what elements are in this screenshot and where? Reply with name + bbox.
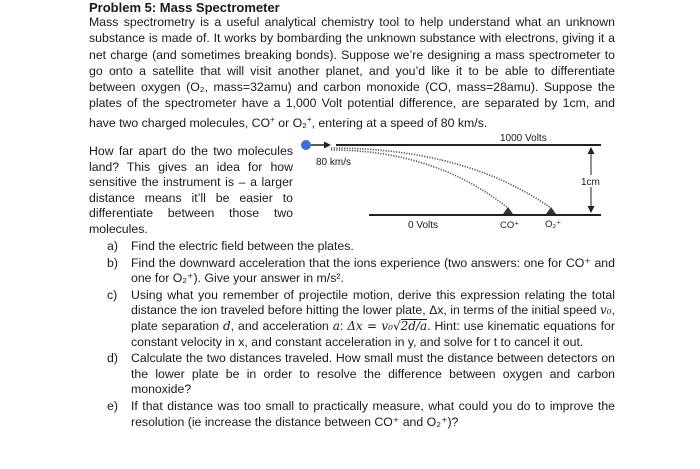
plus-superscript: + [270, 114, 275, 124]
problem-question-text: How far apart do the two molecules land? This gives an idea for how sensitive the instrument is – a larger distance means it’ll be easier to differentiate between those two molecules. [89, 144, 293, 236]
problem-title: Problem 5: Mass Spectrometer [89, 0, 280, 15]
ion-icon [301, 140, 311, 150]
o2-label: O₂⁺ [545, 219, 562, 230]
o2-trajectory [331, 148, 551, 208]
question-label: d) [107, 351, 118, 366]
co-detector-icon [503, 207, 513, 214]
gap-arrow-down-icon [588, 206, 595, 213]
intro-text-or: or O₂ [274, 115, 307, 130]
co-trajectory [331, 150, 508, 208]
question-b [107, 256, 615, 287]
speed-label: 80 km/s [316, 157, 352, 168]
question-label: e) [107, 398, 118, 413]
plus-superscript: + [306, 114, 312, 124]
gap-arrow-up-icon [588, 147, 595, 154]
gap-label: 1cm [581, 177, 600, 188]
formula-root: 2d/a [400, 318, 428, 333]
intro-text-speed: , entering at a speed of 80 km/s. [311, 115, 488, 130]
formula-lhs: Δx = v₀ [347, 318, 393, 333]
problem-intro [89, 14, 615, 131]
question-c-text-2: , plate separation [131, 303, 615, 333]
symbol-a: a [332, 318, 340, 333]
question-d [107, 351, 615, 398]
question-a [107, 239, 615, 255]
question-c-text-1: Using what you remember of projectile motion, derive this expression relating the total distance the ion traveled before hitting the lower plate, Δx, in terms of the initial speed [131, 287, 615, 318]
question-text: Calculate the two distances traveled. How small must the distance between detectors on the lower plate be in order to resolve the difference between oxygen and carbon monoxide? [131, 351, 615, 397]
arrowhead-icon [324, 142, 331, 149]
question-text [131, 288, 615, 350]
question-list [107, 239, 615, 431]
intro-text: Mass spectrometry is a useful analytical chemistry tool to help understand what an unknown substance is made of. It works by bombarding the unknown substance with electrons, giving it a net charge (and sometimes breaking bonds). Suppose we’re designing a mass spectrometer to go onto a satellite that will visit another planet, and you’d like it to be able to differentiate between oxygen (O₂, mass=32amu) and carbon monoxide (CO, mass=28amu). Suppose the plates of the spectrometer have a 1,000 Volt potential difference, are separated by 1cm, and have two charged molecules, CO [89, 15, 615, 130]
bottom-plate-label: 0 Volts [408, 220, 439, 231]
question-text: Find the downward acceleration that the ions experience (two answers: one for CO⁺ and one for O₂⁺). Give your answer in m/s². [131, 255, 615, 286]
question-label: c) [107, 287, 118, 302]
o2-detector-icon [546, 207, 556, 214]
spectrometer-diagram [295, 128, 615, 238]
sqrt-symbol: √ [392, 318, 401, 333]
question-c-text-5: . Hint: use kinematic equations for constant velocity in x, and constant acceleration in y, and solve for t to cancel it out. [131, 318, 615, 349]
question-c-text-4: : [339, 318, 348, 333]
question-label: b) [107, 255, 118, 270]
co-label: CO⁺ [500, 220, 520, 231]
top-plate-label: 1000 Volts [500, 133, 547, 144]
question-text: Find the electric field between the plates. [131, 239, 354, 253]
question-e [107, 399, 615, 430]
question-c-text-3: , and acceleration [230, 318, 333, 333]
question-text: If that distance was too small to practically measure, what could you do to improve the resolution (ie increase the distance between CO⁺ and O₂⁺)? [131, 398, 615, 429]
question-label: a) [107, 239, 118, 253]
symbol-v0: v₀ [599, 303, 612, 318]
question-c [107, 288, 615, 350]
symbol-d: d [222, 318, 231, 333]
